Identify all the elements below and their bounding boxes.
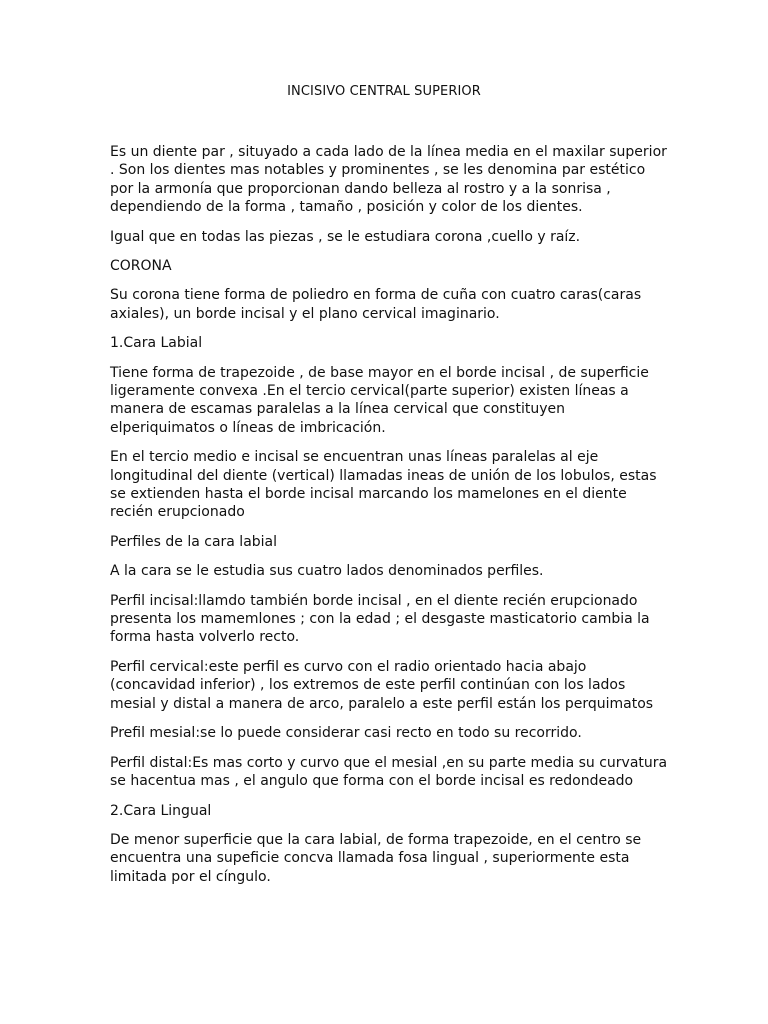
paragraph-intro: Es un diente par , situyado a cada lado de la línea media en el maxilar superior . Son los dientes mas notables y prominentes , se les denomina par estético por la armonía que proporcionan dando belleza al rostro y a la sonrisa , dependiendo de la forma , tamaño , posición y color de los dientes. bbox=[110, 144, 667, 215]
section-heading-perfiles: Perfiles de la cara labial bbox=[110, 534, 278, 551]
paragraph-tercio-medio: En el tercio medio e incisal se encuentran unas líneas paralelas al eje longitudinal del diente (vertical) llamadas ineas de unión de los lobulos, estas se extienden hasta el borde incisal marcando los mamelones en el diente recién erupcionado bbox=[110, 449, 657, 521]
paragraph-perfil-distal: Perfil distal:Es mas corto y curvo que el mesial ,en su parte media su curvatura se hacentua mas , el angulo que forma con el borde incisal es redondeado bbox=[110, 754, 668, 790]
paragraph-cara-lingual: De menor superficie que la cara labial, de forma trapezoide, en el centro se encuentra una supeficie concva llamada fosa lingual , superiormente esta limitada por el cíngulo. bbox=[110, 832, 642, 885]
paragraph-study-parts: Igual que en todas las piezas , se le estudiara corona ,cuello y raíz. bbox=[110, 228, 581, 245]
paragraph-corona: Su corona tiene forma de poliedro en forma de cuña con cuatro caras(caras axiales), un borde incisal y el plano cervical imaginario. bbox=[110, 287, 642, 322]
section-heading-cara-lingual: 2.Cara Lingual bbox=[110, 802, 212, 819]
paragraph-cara-labial: Tiene forma de trapezoide , de base mayor en el borde incisal , de superficie ligeramente convexa .En el tercio cervical(parte superior) existen líneas a manera de escamas paralelas a la línea cervical que constituyen elperiquimatos o líneas de imbricación. bbox=[110, 364, 649, 436]
section-heading-corona: CORONA bbox=[110, 257, 172, 274]
document-title: INCISIVO CENTRAL SUPERIOR bbox=[287, 84, 481, 99]
document-body bbox=[110, 143, 670, 898]
paragraph-perfil-incisal: Perfil incisal:llamdo también borde incisal , en el diente recién erupcionado presenta los mamemlones ; con la edad ; el desgaste masticatorio cambia la forma hasta volverlo recto. bbox=[110, 592, 650, 646]
paragraph-perfiles-intro: A la cara se le estudia sus cuatro lados denominados perfiles. bbox=[110, 563, 544, 580]
section-heading-cara-labial: 1.Cara Labial bbox=[110, 335, 203, 352]
paragraph-perfil-mesial: Prefil mesial:se lo puede considerar casi recto en todo su recorrido. bbox=[110, 725, 582, 742]
paragraph-perfil-cervical: Perfil cervical:este perfil es curvo con el radio orientado hacia abajo (concavidad inferior) , los extremos de este perfil continúan con los lados mesial y distal a manera de arco, paralelo a este perfil están los perquimatos bbox=[110, 659, 654, 712]
